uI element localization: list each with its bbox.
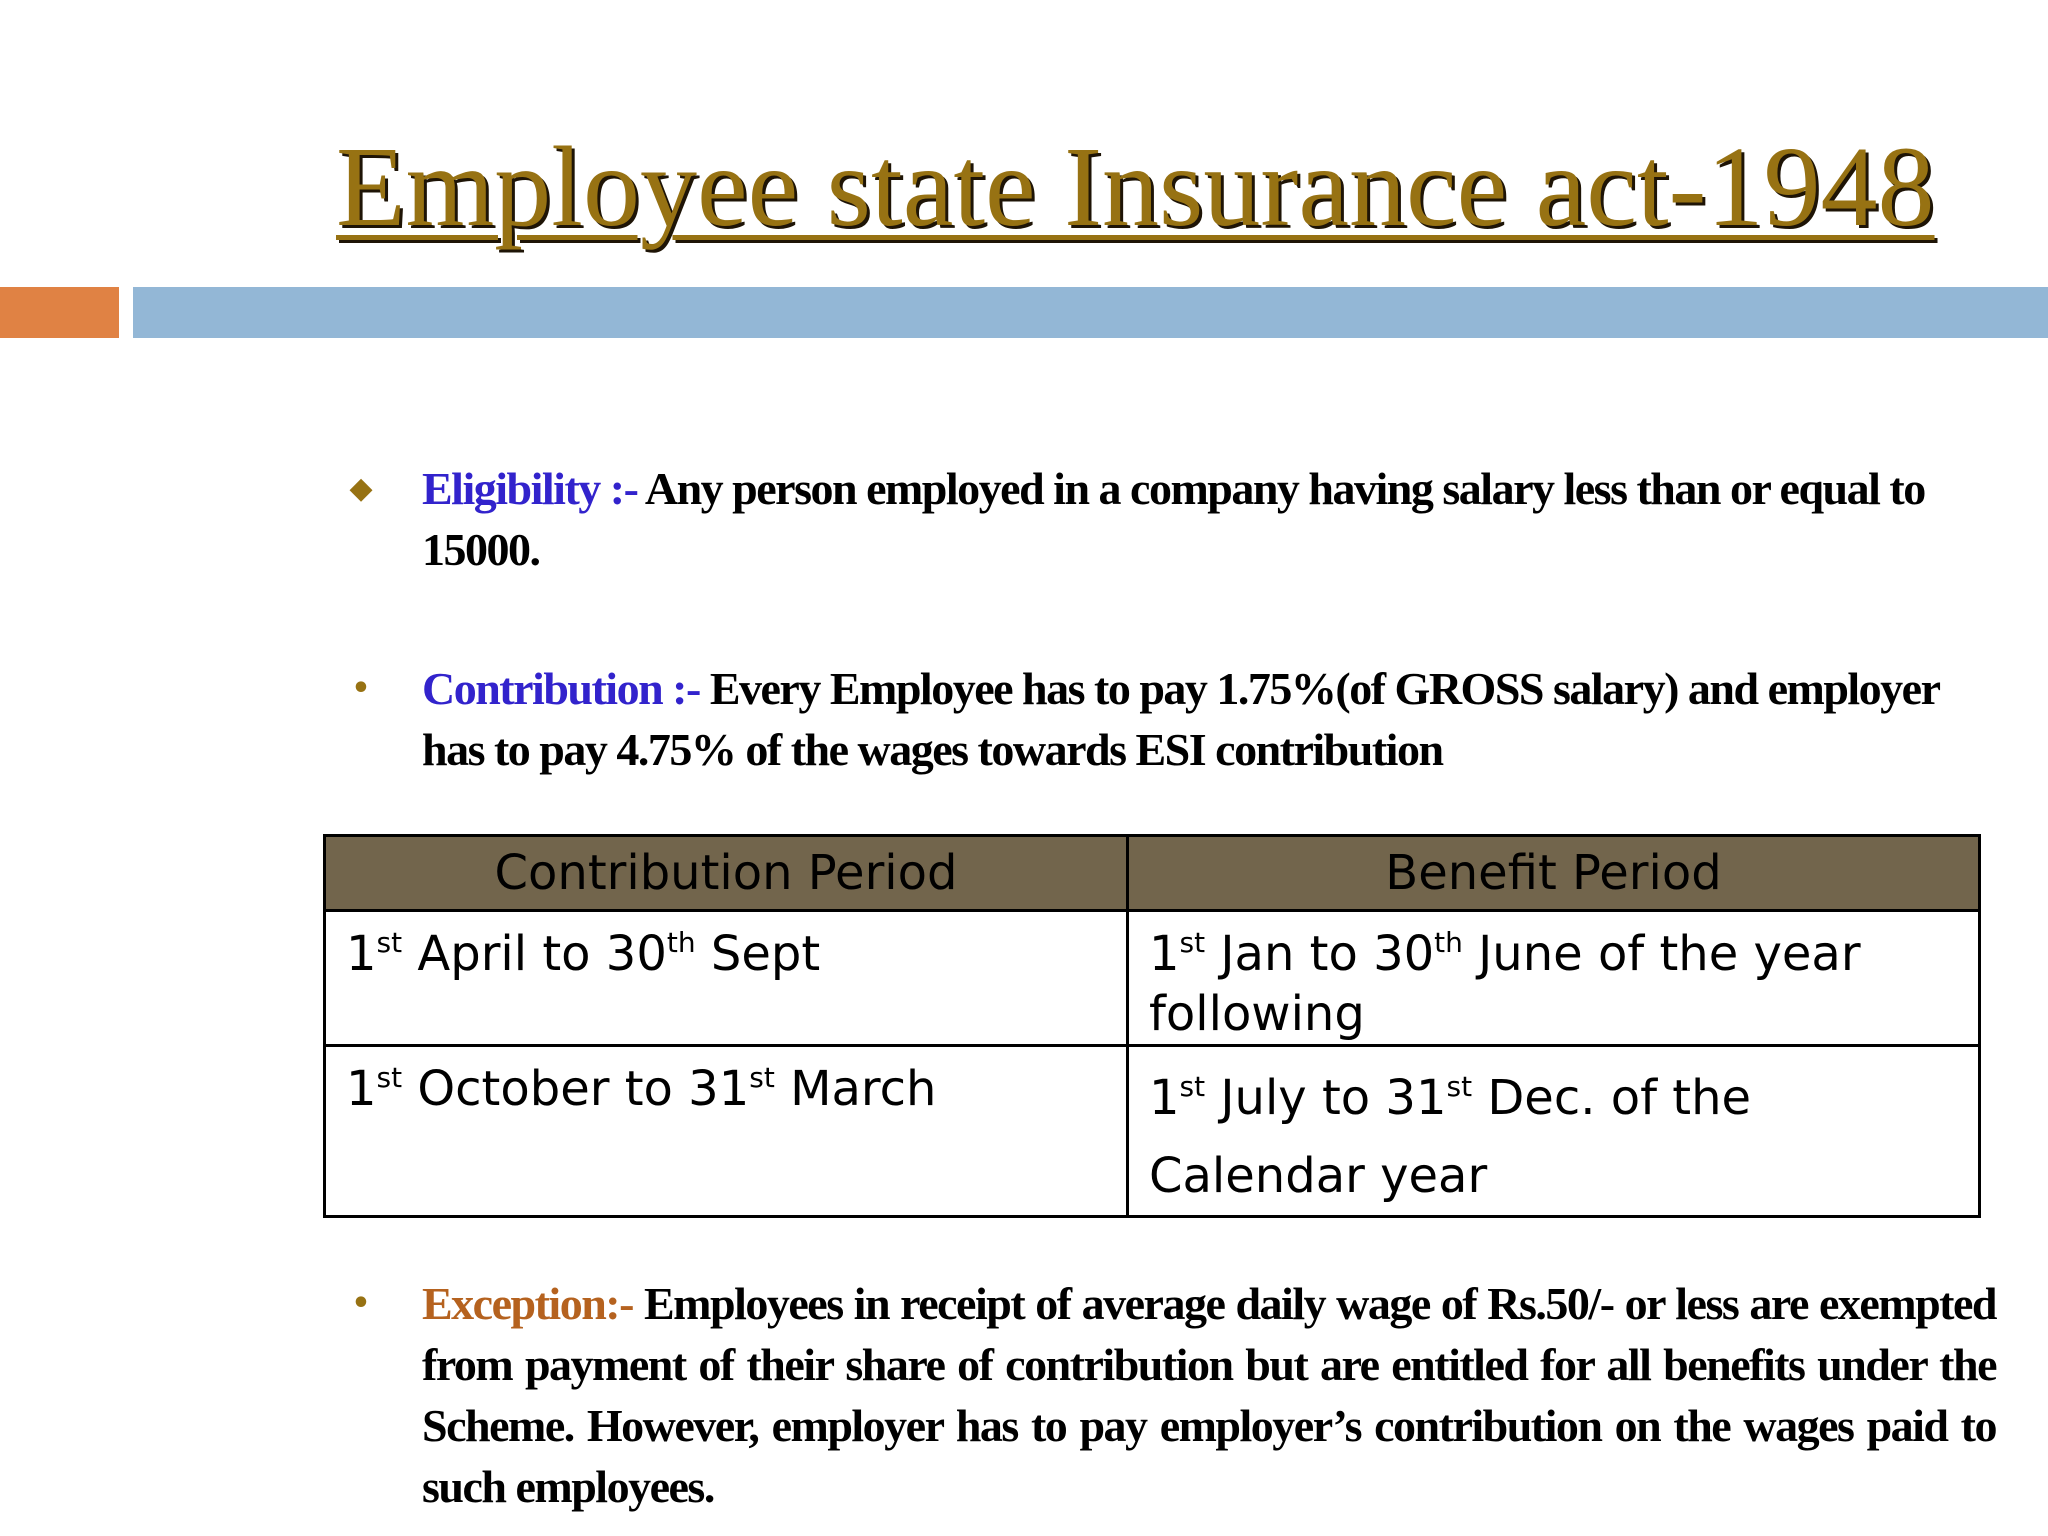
bullet-eligibility — [349, 458, 1952, 580]
cell-text: July to 31 — [1205, 1070, 1447, 1126]
ordinal-suffix: st — [376, 1061, 403, 1094]
contribution-period-cell — [325, 911, 1128, 1046]
ordinal-suffix: th — [666, 926, 696, 959]
slide-title: Employee state Insurance act-1948 — [336, 123, 1935, 250]
header-benefit-period: Benefit Period — [1128, 836, 1980, 911]
cell-text: Dec. of the Calendar year — [1149, 1070, 1752, 1204]
contribution-text: Every Employee has to pay 1.75%(of GROSS salary) and employer has to pay 4.75% of the wages towards ESI contribution — [422, 663, 1939, 775]
cell-text: 1 — [346, 926, 377, 982]
ordinal-suffix: th — [1434, 926, 1463, 959]
cell-text: Jan to 30 — [1205, 926, 1435, 982]
ordinal-suffix: st — [1179, 926, 1206, 959]
accent-bar — [0, 287, 119, 338]
eligibility-text: Any person employed in a company having salary less than or equal to 15000. — [422, 463, 1925, 575]
cell-text: October to 31 — [402, 1061, 750, 1117]
cell-text: 1 — [1149, 1070, 1180, 1126]
cell-text: 1 — [1149, 926, 1180, 982]
benefit-period-cell — [1128, 911, 1980, 1046]
bullet-exception — [351, 1273, 1996, 1517]
cell-text: Sept — [695, 926, 821, 982]
ordinal-suffix: st — [1179, 1070, 1206, 1103]
benefit-period-cell — [1128, 1046, 1980, 1217]
contribution-period-cell — [325, 1046, 1128, 1217]
contribution-benefit-table — [323, 834, 1981, 1218]
table-header-row — [325, 836, 1980, 911]
exception-label: Exception:- — [422, 1278, 633, 1329]
bullet-contribution — [351, 658, 1992, 780]
ordinal-suffix: st — [749, 1061, 775, 1094]
header-contribution-period: Contribution Period — [325, 836, 1128, 911]
dot-bullet-icon: • — [351, 1286, 371, 1321]
dot-bullet-icon: • — [351, 671, 371, 706]
eligibility-label: Eligibility :- — [422, 463, 638, 514]
cell-text: June of the year following — [1149, 926, 1861, 1042]
cell-text: 1 — [346, 1061, 377, 1117]
header-bar — [133, 287, 2048, 338]
ordinal-suffix: st — [376, 926, 403, 959]
exception-text: Employees in receipt of average daily wage of Rs.50/- or less are exempted from payment of their share of contribution but are entitled for all benefits under the Scheme. However, employer has to pay employer’s contribution on the wages paid to such employees. — [422, 1278, 1996, 1512]
table-row — [325, 1046, 1980, 1217]
table-row — [325, 911, 1980, 1046]
contribution-label: Contribution :- — [422, 663, 700, 714]
ordinal-suffix: st — [1446, 1070, 1473, 1103]
cell-text: April to 30 — [402, 926, 667, 982]
diamond-bullet-icon: ◆ — [349, 471, 373, 506]
cell-text: March — [774, 1061, 937, 1117]
